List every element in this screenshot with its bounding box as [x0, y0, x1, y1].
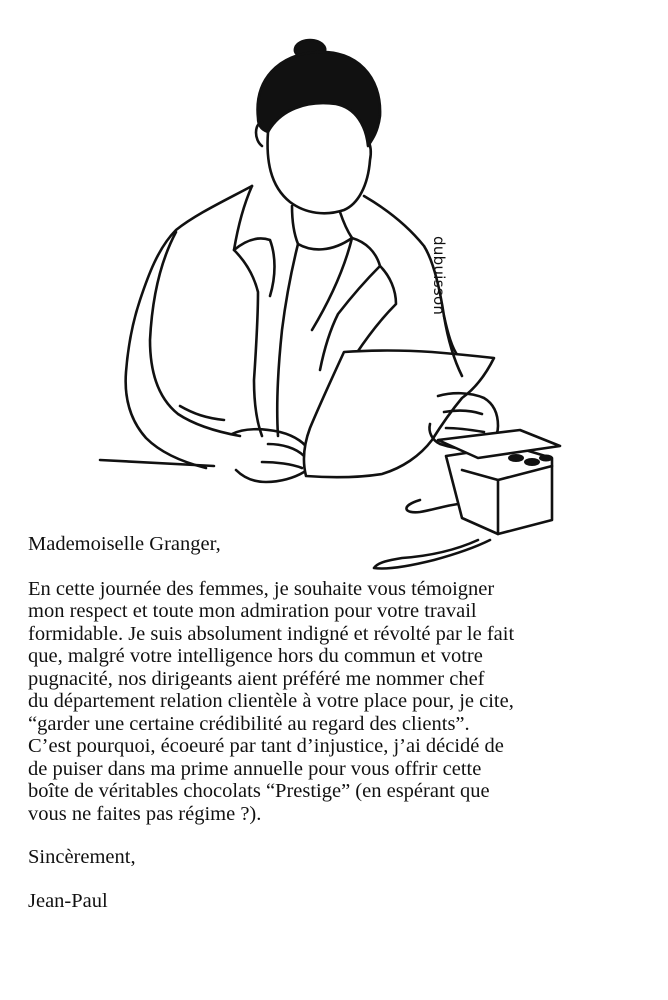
- sleeve-left: [150, 232, 240, 436]
- body-line: boîte de véritables chocolats “Prestige” (en espérant que: [28, 780, 490, 802]
- shirt: [312, 238, 352, 330]
- collar-left: [234, 186, 262, 436]
- greeting: Mademoiselle Granger,: [28, 533, 221, 555]
- body-line: C’est pourquoi, écoeuré par tant d’injustice, j’ai décidé de: [28, 735, 504, 757]
- left-hand: [232, 429, 312, 482]
- face: [268, 132, 371, 213]
- signature: Jean-Paul: [28, 889, 108, 912]
- body-line: que, malgré votre intelligence hors du commun et votre: [28, 645, 483, 667]
- lapel-left: [234, 238, 275, 296]
- letter-body: [28, 578, 652, 826]
- body-line: pugnacité, nos dirigeants aient préféré me nommer chef: [28, 667, 485, 690]
- hair: [258, 52, 381, 146]
- body-line: formidable. Je suis absolument indigné et révolté par le fait: [28, 622, 515, 645]
- jacket-left: [126, 186, 252, 468]
- left-hand: [268, 444, 304, 456]
- letter: [28, 533, 652, 912]
- lapel-right: [356, 266, 396, 354]
- body-line: “garder une certaine crédibilité au regard des clients”.: [28, 712, 470, 735]
- closing: Sincèrement,: [28, 846, 136, 868]
- body-line: du département relation clientèle à votre place pour, je cite,: [28, 690, 514, 712]
- neck: [340, 212, 352, 238]
- artist-signature: dubuisson: [430, 236, 448, 316]
- shirt: [298, 238, 352, 249]
- body-line: En cette journée des femmes, je souhaite vous témoigner: [28, 577, 495, 600]
- right-hand: [446, 428, 484, 432]
- body-line: de puiser dans ma prime annuelle pour vous offrir cette: [28, 757, 482, 780]
- left-hand: [262, 462, 302, 468]
- body-line: vous ne faites pas régime ?).: [28, 802, 262, 825]
- table-edge: [100, 460, 214, 466]
- body-line: mon respect et toute mon admiration pour votre travail: [28, 600, 477, 622]
- neck: [292, 206, 298, 244]
- ribbon: [406, 500, 458, 512]
- shirt: [277, 244, 298, 436]
